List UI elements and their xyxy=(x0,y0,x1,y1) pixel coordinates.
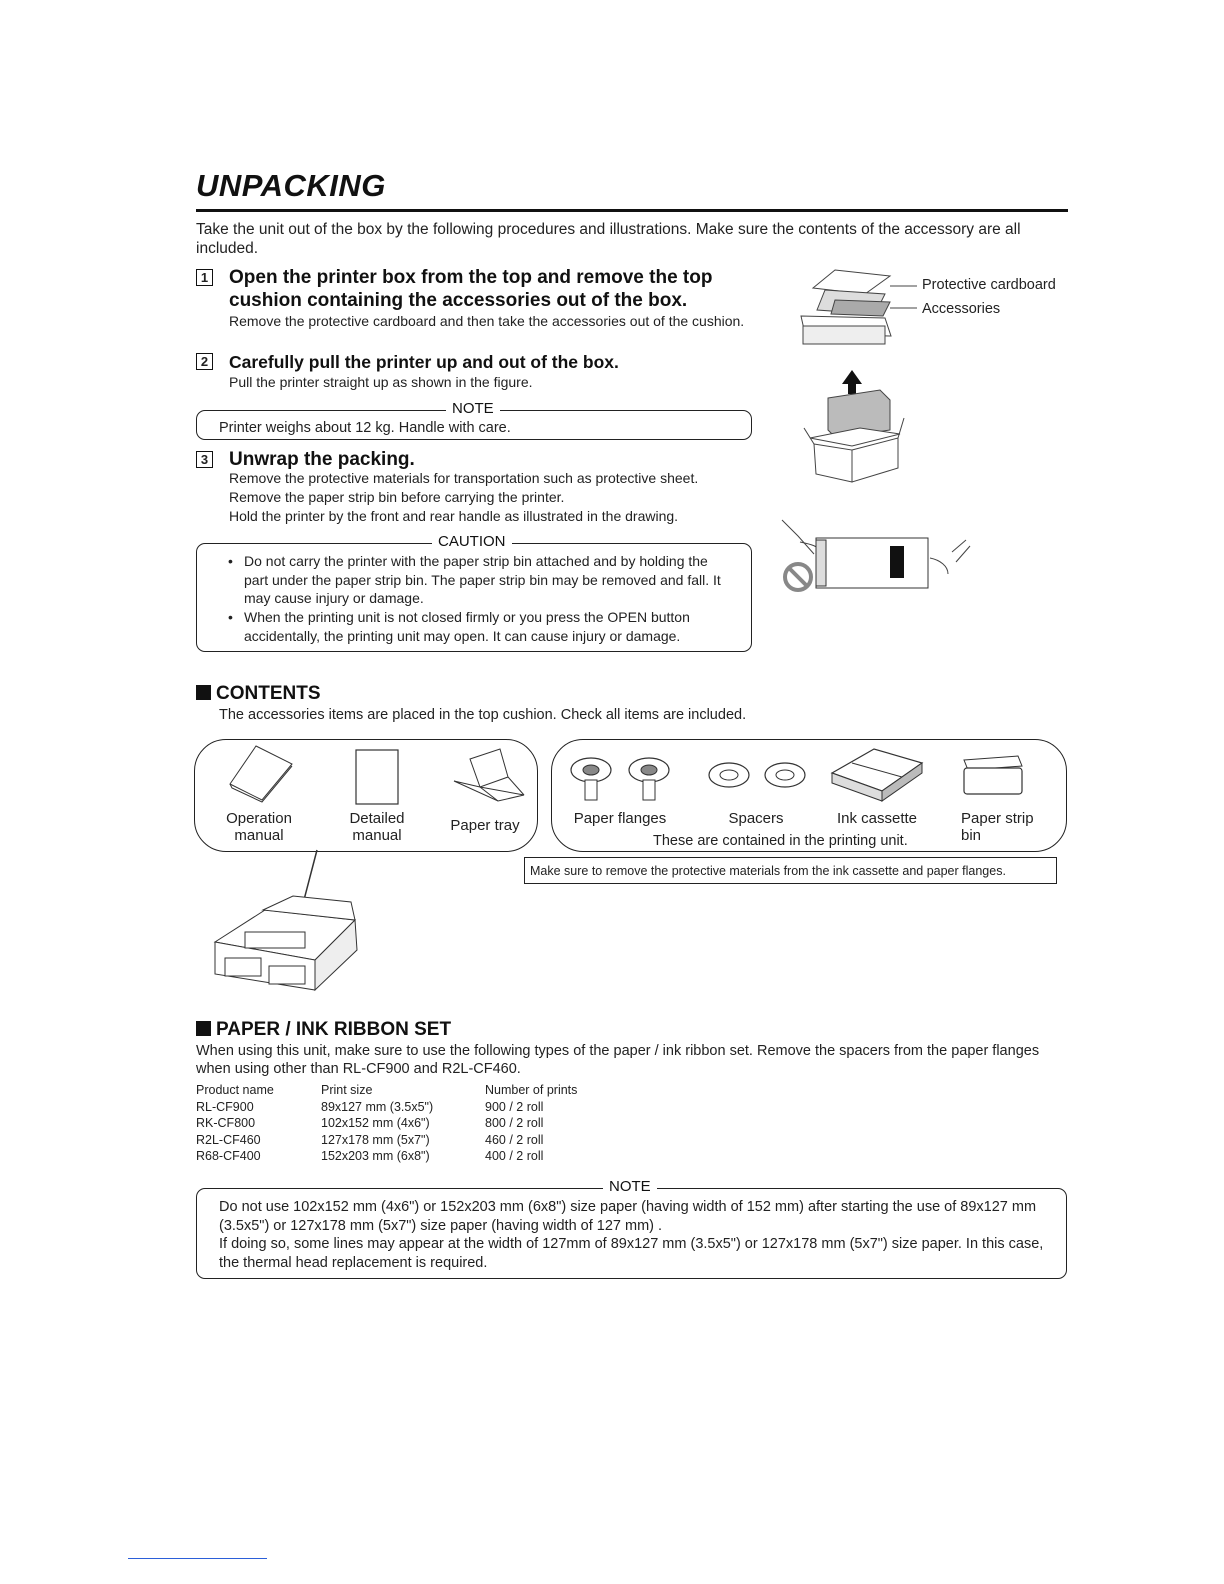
step-3-body-line-1: Remove the protective materials for transportation such as protective sheet. xyxy=(229,470,699,486)
table-row xyxy=(196,1148,577,1165)
caution-label: CAUTION xyxy=(432,533,512,550)
caution-item-2: When the printing unit is not closed firmly or you press the OPEN button accidentally, the printing unit may open. It can cause injury or damage. xyxy=(244,609,690,644)
ribbon-set-description: When using this unit, make sure to use the following types of the paper / ink ribbon set. Remove the spacers from the paper flanges when using other than RL-CF900 and R2L-CF460. xyxy=(196,1043,1040,1077)
bullet: • xyxy=(228,609,233,625)
note-label: NOTE xyxy=(446,400,500,417)
step-2-number: 2 xyxy=(196,353,213,370)
spacers-icon xyxy=(705,758,815,792)
step-1-body: Remove the protective cardboard and then take the accessories out of the cushion. xyxy=(229,313,745,329)
column-header: Number of prints xyxy=(485,1083,578,1097)
table-cell: 400 / 2 roll xyxy=(485,1149,544,1163)
operation-manual-label-l2: manual xyxy=(234,827,284,844)
table-cell: 89x127 mm (3.5x5") xyxy=(321,1099,434,1114)
detailed-manual-label xyxy=(332,810,422,844)
note-2-line-1: Do not use 102x152 mm (4x6") or 152x203 mm (6x8") size paper (having width of 152 mm) after starting the use of 89x127 mm (3.5x5") or 127x178 mm (5x7") size paper (having width of 127 mm) . xyxy=(219,1199,1037,1234)
step-3-heading: Unwrap the packing. xyxy=(229,449,415,470)
operation-manual-label-l1: Operation xyxy=(226,810,292,827)
accessories-label: Accessories xyxy=(922,301,1001,317)
paper-tray-label: Paper tray xyxy=(450,817,520,834)
box-opening-figure xyxy=(795,266,925,346)
step-3-body-line-3: Hold the printer by the front and rear handle as illustrated in the drawing. xyxy=(229,508,679,524)
protective-cardboard-label: Protective cardboard xyxy=(922,277,1056,293)
column-header: Print size xyxy=(321,1083,373,1097)
table-cell: 800 / 2 roll xyxy=(485,1116,544,1130)
table-cell: 102x152 mm (4x6") xyxy=(321,1116,430,1130)
table-cell: 127x178 mm (5x7") xyxy=(321,1132,430,1147)
ribbon-set-heading-text: PAPER / INK RIBBON SET xyxy=(216,1019,452,1040)
column-header: Product name xyxy=(196,1083,274,1097)
paper-tray-icon xyxy=(452,747,526,803)
footer-link-underline xyxy=(128,1558,267,1559)
title-rule xyxy=(196,209,1068,212)
bullet: • xyxy=(228,553,233,569)
table-cell: 900 / 2 roll xyxy=(485,1099,544,1114)
contained-note: These are contained in the printing unit. xyxy=(653,833,908,849)
ink-cassette-icon xyxy=(828,745,926,805)
spacers-label: Spacers xyxy=(728,810,784,827)
section-marker-icon xyxy=(196,685,211,700)
section-marker-icon xyxy=(196,1021,211,1036)
note-2-label: NOTE xyxy=(603,1178,657,1195)
page-title: UNPACKING xyxy=(196,168,386,203)
paper-strip-bin-icon xyxy=(960,752,1026,798)
table-cell: R68-CF400 xyxy=(196,1149,261,1163)
paper-strip-bin-label-l1: Paper strip xyxy=(961,810,1034,827)
paper-strip-bin-label xyxy=(961,810,1034,844)
paper-strip-bin-label-l2: bin xyxy=(961,827,982,844)
step-3-number: 3 xyxy=(196,451,213,468)
table-cell: RL-CF900 xyxy=(196,1099,254,1114)
table-cell: RK-CF800 xyxy=(196,1116,256,1130)
detailed-manual-label-l1: Detailed xyxy=(349,810,405,827)
caution-item-1: Do not carry the printer with the paper strip bin attached and by holding the part under the paper strip bin. The paper strip bin may be removed and fall. It may cause injury or damage. xyxy=(244,553,721,606)
paper-flanges-label: Paper flanges xyxy=(573,810,667,827)
ribbon-set-heading xyxy=(196,1019,451,1041)
step-3-body-line-2: Remove the paper strip bin before carrying the printer. xyxy=(229,489,565,505)
operation-manual-icon xyxy=(226,744,298,804)
contents-heading xyxy=(196,683,321,705)
cushion-figure xyxy=(205,850,370,1000)
table-row xyxy=(196,1115,577,1132)
table-cell: 460 / 2 roll xyxy=(485,1132,544,1147)
step-2-body: Pull the printer straight up as shown in the figure. xyxy=(229,374,533,390)
table-cell: 152x203 mm (6x8") xyxy=(321,1149,430,1163)
step-1-heading: Open the printer box from the top and remove the top cushion containing the accessories out of the box. xyxy=(229,267,713,311)
contents-description: The accessories items are placed in the top cushion. Check all items are included. xyxy=(219,707,747,723)
table-row xyxy=(196,1099,577,1116)
operation-manual-label xyxy=(214,810,304,844)
detailed-manual-icon xyxy=(354,748,400,806)
ribbon-set-table xyxy=(196,1082,577,1165)
printer-carry-figure xyxy=(780,516,975,598)
remove-note: Make sure to remove the protective materials from the ink cassette and paper flanges. xyxy=(524,857,1057,884)
table-cell: R2L-CF460 xyxy=(196,1132,261,1147)
intro-text: Take the unit out of the box by the following procedures and illustrations. Make sure the contents of the accessory are all included. xyxy=(196,221,1021,257)
note-2-line-2: If doing so, some lines may appear at the width of 127mm of 89x127 mm (3.5x5") or 127x178 mm (5x7") size paper. In this case, the thermal head replacement is required. xyxy=(219,1236,1044,1271)
table-row xyxy=(196,1132,577,1149)
note-text: Printer weighs about 12 kg. Handle with care. xyxy=(219,420,511,436)
paper-flanges-icon xyxy=(565,756,680,806)
detailed-manual-label-l2: manual xyxy=(352,827,402,844)
printer-lift-figure xyxy=(800,364,915,484)
table-header-row xyxy=(196,1082,577,1099)
ink-cassette-label: Ink cassette xyxy=(836,810,918,827)
step-2-heading: Carefully pull the printer up and out of the box. xyxy=(229,352,619,372)
step-1-number: 1 xyxy=(196,269,213,286)
contents-heading-text: CONTENTS xyxy=(216,683,321,704)
